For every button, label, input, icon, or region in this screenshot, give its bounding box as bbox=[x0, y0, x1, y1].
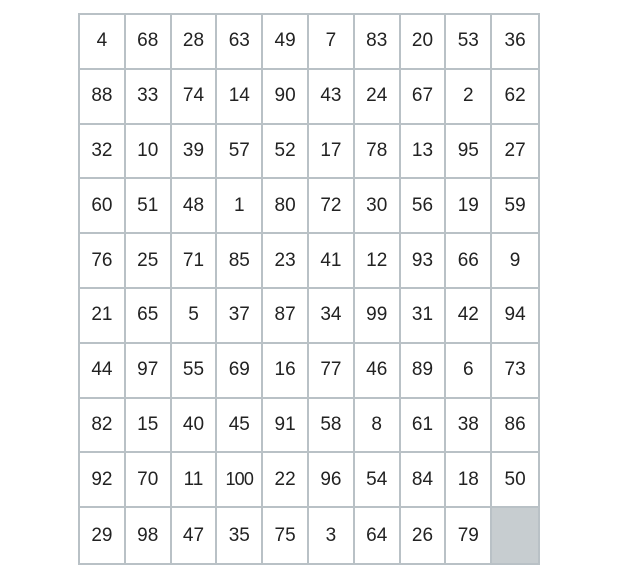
number-tile[interactable]: 14 bbox=[217, 70, 263, 125]
number-tile[interactable]: 26 bbox=[401, 508, 447, 563]
number-tile[interactable]: 37 bbox=[217, 289, 263, 344]
number-tile[interactable]: 64 bbox=[355, 508, 401, 563]
number-tile[interactable]: 67 bbox=[401, 70, 447, 125]
number-tile[interactable]: 45 bbox=[217, 399, 263, 454]
number-tile[interactable]: 61 bbox=[401, 399, 447, 454]
number-tile[interactable]: 94 bbox=[492, 289, 538, 344]
number-tile[interactable]: 41 bbox=[309, 234, 355, 289]
number-tile[interactable]: 78 bbox=[355, 125, 401, 180]
number-tile[interactable]: 75 bbox=[263, 508, 309, 563]
number-tile[interactable]: 48 bbox=[172, 179, 218, 234]
number-tile[interactable]: 22 bbox=[263, 453, 309, 508]
number-tile[interactable]: 79 bbox=[446, 508, 492, 563]
number-tile[interactable]: 33 bbox=[126, 70, 172, 125]
number-tile[interactable]: 58 bbox=[309, 399, 355, 454]
number-tile[interactable]: 100 bbox=[217, 453, 263, 508]
number-tile[interactable]: 59 bbox=[492, 179, 538, 234]
number-tile[interactable]: 29 bbox=[80, 508, 126, 563]
number-tile[interactable]: 19 bbox=[446, 179, 492, 234]
number-tile[interactable]: 70 bbox=[126, 453, 172, 508]
number-tile[interactable]: 63 bbox=[217, 15, 263, 70]
number-tile[interactable]: 2 bbox=[446, 70, 492, 125]
number-tile[interactable]: 16 bbox=[263, 344, 309, 399]
number-tile[interactable]: 97 bbox=[126, 344, 172, 399]
number-tile[interactable]: 54 bbox=[355, 453, 401, 508]
number-tile[interactable]: 85 bbox=[217, 234, 263, 289]
number-tile[interactable]: 84 bbox=[401, 453, 447, 508]
number-tile[interactable]: 8 bbox=[355, 399, 401, 454]
number-tile[interactable]: 10 bbox=[126, 125, 172, 180]
number-tile-board bbox=[78, 13, 540, 565]
number-tile[interactable]: 44 bbox=[80, 344, 126, 399]
number-tile[interactable]: 42 bbox=[446, 289, 492, 344]
number-tile[interactable]: 90 bbox=[263, 70, 309, 125]
number-tile[interactable]: 9 bbox=[492, 234, 538, 289]
number-tile[interactable]: 36 bbox=[492, 15, 538, 70]
number-tile[interactable]: 3 bbox=[309, 508, 355, 563]
number-tile[interactable]: 66 bbox=[446, 234, 492, 289]
number-tile[interactable]: 24 bbox=[355, 70, 401, 125]
number-tile[interactable]: 55 bbox=[172, 344, 218, 399]
number-tile[interactable]: 93 bbox=[401, 234, 447, 289]
number-tile[interactable]: 95 bbox=[446, 125, 492, 180]
number-tile[interactable]: 43 bbox=[309, 70, 355, 125]
number-tile[interactable]: 15 bbox=[126, 399, 172, 454]
number-tile[interactable]: 1 bbox=[217, 179, 263, 234]
number-tile[interactable]: 47 bbox=[172, 508, 218, 563]
number-tile[interactable]: 73 bbox=[492, 344, 538, 399]
number-tile[interactable]: 53 bbox=[446, 15, 492, 70]
number-tile[interactable]: 74 bbox=[172, 70, 218, 125]
number-tile[interactable]: 68 bbox=[126, 15, 172, 70]
number-tile[interactable]: 62 bbox=[492, 70, 538, 125]
number-tile[interactable]: 23 bbox=[263, 234, 309, 289]
number-tile[interactable]: 65 bbox=[126, 289, 172, 344]
number-tile[interactable]: 87 bbox=[263, 289, 309, 344]
number-tile[interactable]: 50 bbox=[492, 453, 538, 508]
number-tile[interactable]: 13 bbox=[401, 125, 447, 180]
number-tile[interactable]: 92 bbox=[80, 453, 126, 508]
number-tile[interactable]: 18 bbox=[446, 453, 492, 508]
number-tile[interactable]: 25 bbox=[126, 234, 172, 289]
number-tile[interactable]: 69 bbox=[217, 344, 263, 399]
number-tile[interactable]: 46 bbox=[355, 344, 401, 399]
number-tile[interactable]: 31 bbox=[401, 289, 447, 344]
number-tile[interactable]: 20 bbox=[401, 15, 447, 70]
number-tile[interactable]: 52 bbox=[263, 125, 309, 180]
number-tile[interactable]: 6 bbox=[446, 344, 492, 399]
number-tile[interactable]: 49 bbox=[263, 15, 309, 70]
number-tile[interactable]: 32 bbox=[80, 125, 126, 180]
number-tile[interactable]: 7 bbox=[309, 15, 355, 70]
number-tile[interactable]: 86 bbox=[492, 399, 538, 454]
number-tile[interactable]: 12 bbox=[355, 234, 401, 289]
number-tile[interactable]: 30 bbox=[355, 179, 401, 234]
number-tile[interactable]: 21 bbox=[80, 289, 126, 344]
number-tile[interactable]: 96 bbox=[309, 453, 355, 508]
number-tile[interactable]: 89 bbox=[401, 344, 447, 399]
number-tile[interactable]: 28 bbox=[172, 15, 218, 70]
number-tile[interactable]: 11 bbox=[172, 453, 218, 508]
number-tile[interactable]: 56 bbox=[401, 179, 447, 234]
number-tile[interactable]: 99 bbox=[355, 289, 401, 344]
number-tile[interactable]: 80 bbox=[263, 179, 309, 234]
number-tile[interactable]: 40 bbox=[172, 399, 218, 454]
number-tile[interactable]: 98 bbox=[126, 508, 172, 563]
number-tile[interactable]: 82 bbox=[80, 399, 126, 454]
number-tile[interactable]: 71 bbox=[172, 234, 218, 289]
number-tile[interactable]: 91 bbox=[263, 399, 309, 454]
empty-tile bbox=[492, 508, 538, 563]
number-tile[interactable]: 38 bbox=[446, 399, 492, 454]
number-tile[interactable]: 77 bbox=[309, 344, 355, 399]
number-tile[interactable]: 51 bbox=[126, 179, 172, 234]
number-tile[interactable]: 88 bbox=[80, 70, 126, 125]
number-tile[interactable]: 76 bbox=[80, 234, 126, 289]
number-tile[interactable]: 57 bbox=[217, 125, 263, 180]
number-tile[interactable]: 27 bbox=[492, 125, 538, 180]
number-tile[interactable]: 17 bbox=[309, 125, 355, 180]
number-tile[interactable]: 35 bbox=[217, 508, 263, 563]
number-tile[interactable]: 72 bbox=[309, 179, 355, 234]
number-tile[interactable]: 39 bbox=[172, 125, 218, 180]
number-tile[interactable]: 4 bbox=[80, 15, 126, 70]
number-tile[interactable]: 5 bbox=[172, 289, 218, 344]
number-tile[interactable]: 83 bbox=[355, 15, 401, 70]
number-tile[interactable]: 34 bbox=[309, 289, 355, 344]
number-tile[interactable]: 60 bbox=[80, 179, 126, 234]
